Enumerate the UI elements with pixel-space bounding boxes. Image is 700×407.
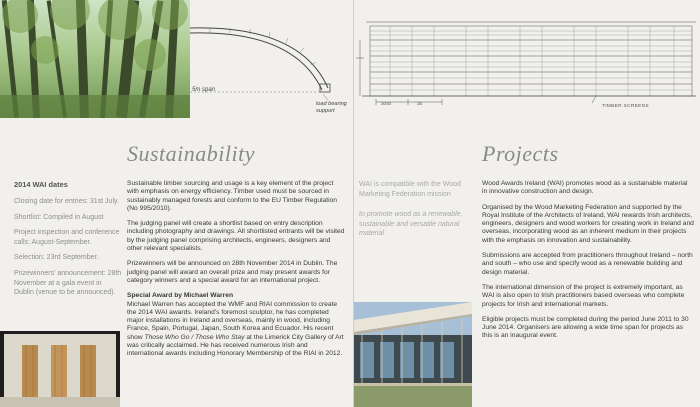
support-label-line1: load bearing: [316, 101, 347, 107]
sustainability-heading: Sustainability: [127, 141, 255, 166]
timber-building-photo: [354, 302, 472, 407]
sculpture-gallery-photo: [0, 331, 120, 407]
projects-para-3: Submissions are accepted from practitioners throughout Ireland – north and south – who use and specify wood as a renewable building and design material.: [482, 252, 693, 276]
support-label-line2: support: [316, 107, 335, 114]
elevation-dim-mid: 35: [417, 101, 423, 106]
support-label: [316, 101, 347, 114]
projects-para-2: Organised by the Wood Marketing Federation and supported by the Royal Institute of the Architects of Ireland, WAI rewards Irish architects, engineers, designers and wood workers for creating work in Ireland and overseas, incorporating wood as an inherent medium in their projects with the emphasis on innovation and sustainability.: [482, 203, 694, 244]
mission-note-quote: to promote wood as a renewable, sustainable and versatile natural material: [359, 211, 463, 238]
timber-screen-elevation: [356, 0, 700, 120]
wmf-mission-note: [359, 180, 479, 239]
sustainability-para-1: Sustainable timber sourcing and usage is a key element of the project with emphasis on energy efficiency. Timber used must be sourced in sustainably managed forests and conform to the EU Timber Regulation (No 995/2010).: [127, 180, 338, 212]
wai-dates: [14, 180, 122, 298]
span-label: 5m span: [192, 87, 216, 93]
projects-para-4: The international dimension of the project is extremely important, as WAI is also open to Irish practitioners based overseas who complete projects for Irish and international markets.: [482, 283, 685, 308]
sustainability-para-2: The judging panel will create a shortlist based on entry description including photography and drawings. All shortlisted entrants will be visited by the judging panel comprising architects, engineers, designers and other relevant specialists.: [127, 220, 345, 253]
date-announcement: Prizewinners' announcement: 28th November at a gala event in Dublin (venue to be announced).: [14, 269, 122, 297]
date-selection: Selection: 23rd September.: [14, 254, 99, 262]
sustainability-para-3: Prizewinners will be announced on 28th November 2014 in Dublin. The judging panel will award an overall prize and may present awards for category winners and a special award for an international project.: [127, 260, 338, 284]
projects-body: [482, 180, 694, 348]
special-award-title: Special Award by Michael Warren: [127, 292, 234, 300]
date-closing: Closing date for entries: 31st July.: [14, 198, 119, 205]
projects-para-5: Eligible projects must be completed during the period June 2011 to 30 June 2014. Organisers are allowing a wide time span for projects as this is an inaugural event.: [482, 315, 689, 340]
dates-title: 2014 WAI dates: [14, 180, 68, 189]
forest-photo: [0, 0, 190, 118]
timber-screens-label: TIMBER SCREENS: [602, 104, 649, 109]
elevation-dim-left: 3040: [381, 101, 392, 106]
date-inspection: Project inspection and conference calls: August-September.: [14, 229, 120, 246]
special-award-text: Michael Warren has accepted the WMF and RIAI commission to create the 2014 WAI awards. Ireland's foremost sculptor, he has completed major installations in Ireland and overseas, mainly in wood, including France, Spain, Portugal, Japan, South Korea and Ecuador. His recent show Those Who Go / Those Who Stay at the Limerick City Gallery of Art was critically acclaimed. He has received numerous Irish and international awards including Honorary Membership of the RIAI in 2012.: [127, 300, 344, 358]
projects-para-1: Wood Awards Ireland (WAI) promotes wood as a sustainable material in innovative construction and design.: [482, 180, 688, 196]
mission-note-text: WAI is compatible with the Wood Marketing Federation mission: [359, 181, 461, 198]
sustainability-body: [127, 180, 345, 359]
date-shortlist: Shortlist: Compiled in August: [14, 213, 104, 221]
projects-heading: Projects: [482, 141, 559, 166]
